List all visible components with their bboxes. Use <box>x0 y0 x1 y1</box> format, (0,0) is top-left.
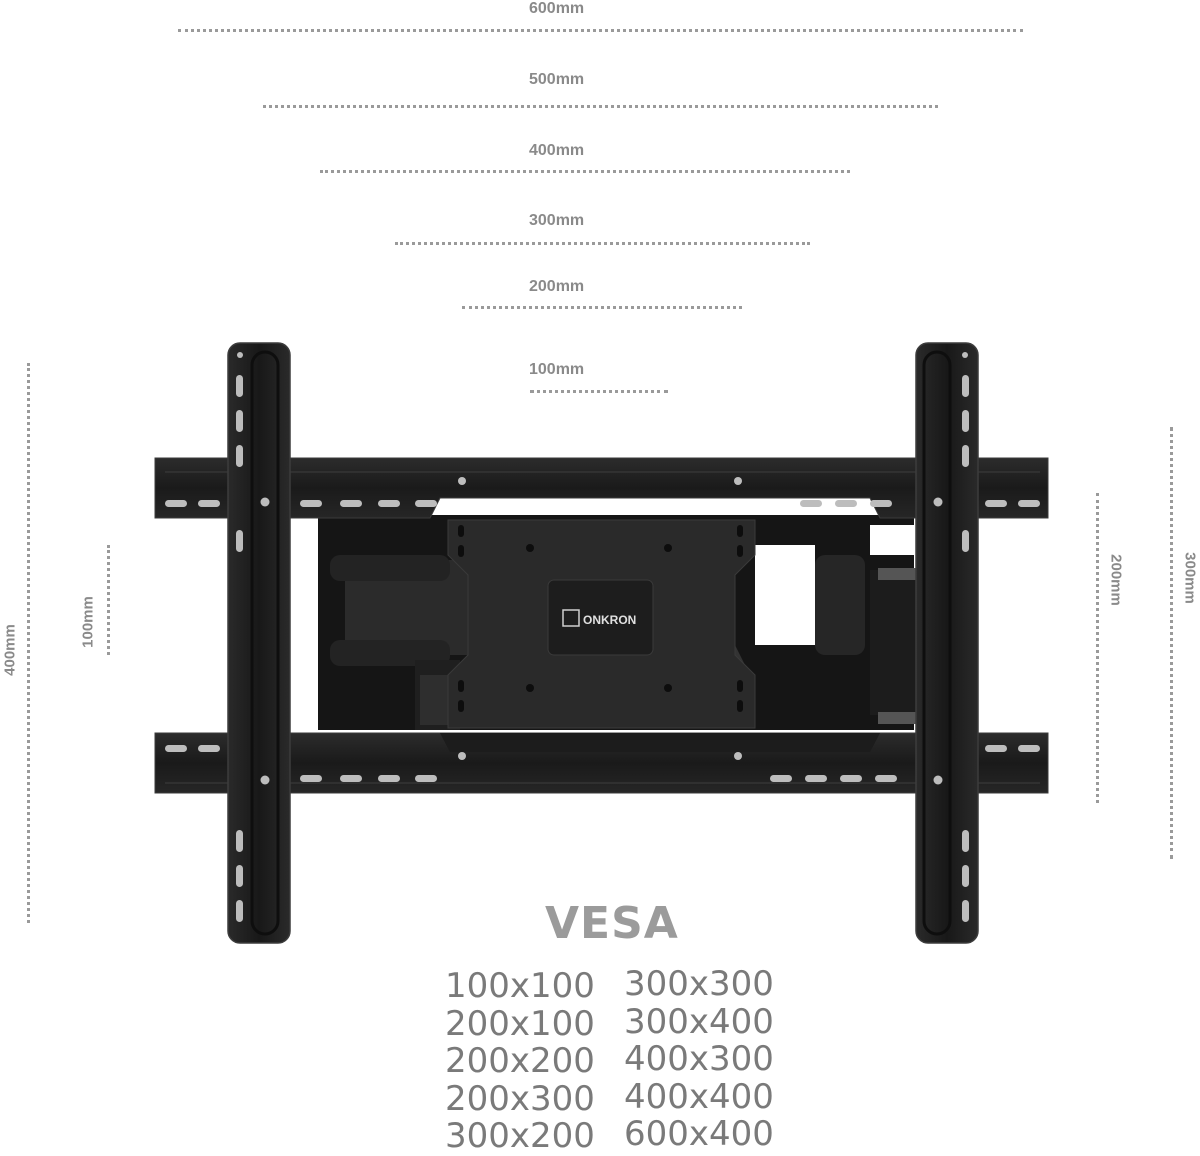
right-vertical-bracket <box>916 343 978 943</box>
vesa-size-item: 400x300 <box>624 1039 774 1079</box>
dimension-label-300mm: 300mm <box>529 212 585 229</box>
dimension-label-400mm: 400mm <box>529 142 585 159</box>
vesa-size-item: 300x200 <box>445 1116 595 1156</box>
vesa-list-column-1 <box>445 968 595 1156</box>
left-vertical-bracket <box>228 343 290 943</box>
vesa-size-item: 100x100 <box>445 966 595 1006</box>
vesa-title: VESA <box>545 898 679 949</box>
dimension-label-100mm: 100mm <box>529 361 585 378</box>
dimension-label-200mm-vertical: 200mm <box>1107 554 1125 606</box>
vesa-size-item: 200x100 <box>445 1003 595 1044</box>
vesa-size-item: 300x300 <box>624 964 774 1004</box>
brand-name: ONKRON <box>583 613 637 627</box>
vesa-size-item: 300x400 <box>624 1001 774 1042</box>
vesa-size-item: 200x200 <box>445 1041 595 1081</box>
vesa-size-item: 400x400 <box>624 1076 774 1117</box>
arm-gap <box>755 545 815 645</box>
dimension-label-300mm-vertical: 300mm <box>1181 552 1199 604</box>
dimension-label-400mm-vertical: 400mm <box>1 624 19 676</box>
vesa-size-item: 600x400 <box>624 1114 774 1154</box>
vesa-list-column-2 <box>624 966 774 1154</box>
dimension-label-200mm: 200mm <box>529 278 585 295</box>
dimension-label-600mm: 600mm <box>529 0 585 17</box>
vesa-size-item: 200x300 <box>445 1078 595 1119</box>
center-mounting-plate <box>448 520 755 728</box>
dimension-label-500mm: 500mm <box>529 71 585 88</box>
dimension-label-100mm-vertical: 100mm <box>79 596 97 648</box>
right-arm-hinge <box>815 555 865 655</box>
